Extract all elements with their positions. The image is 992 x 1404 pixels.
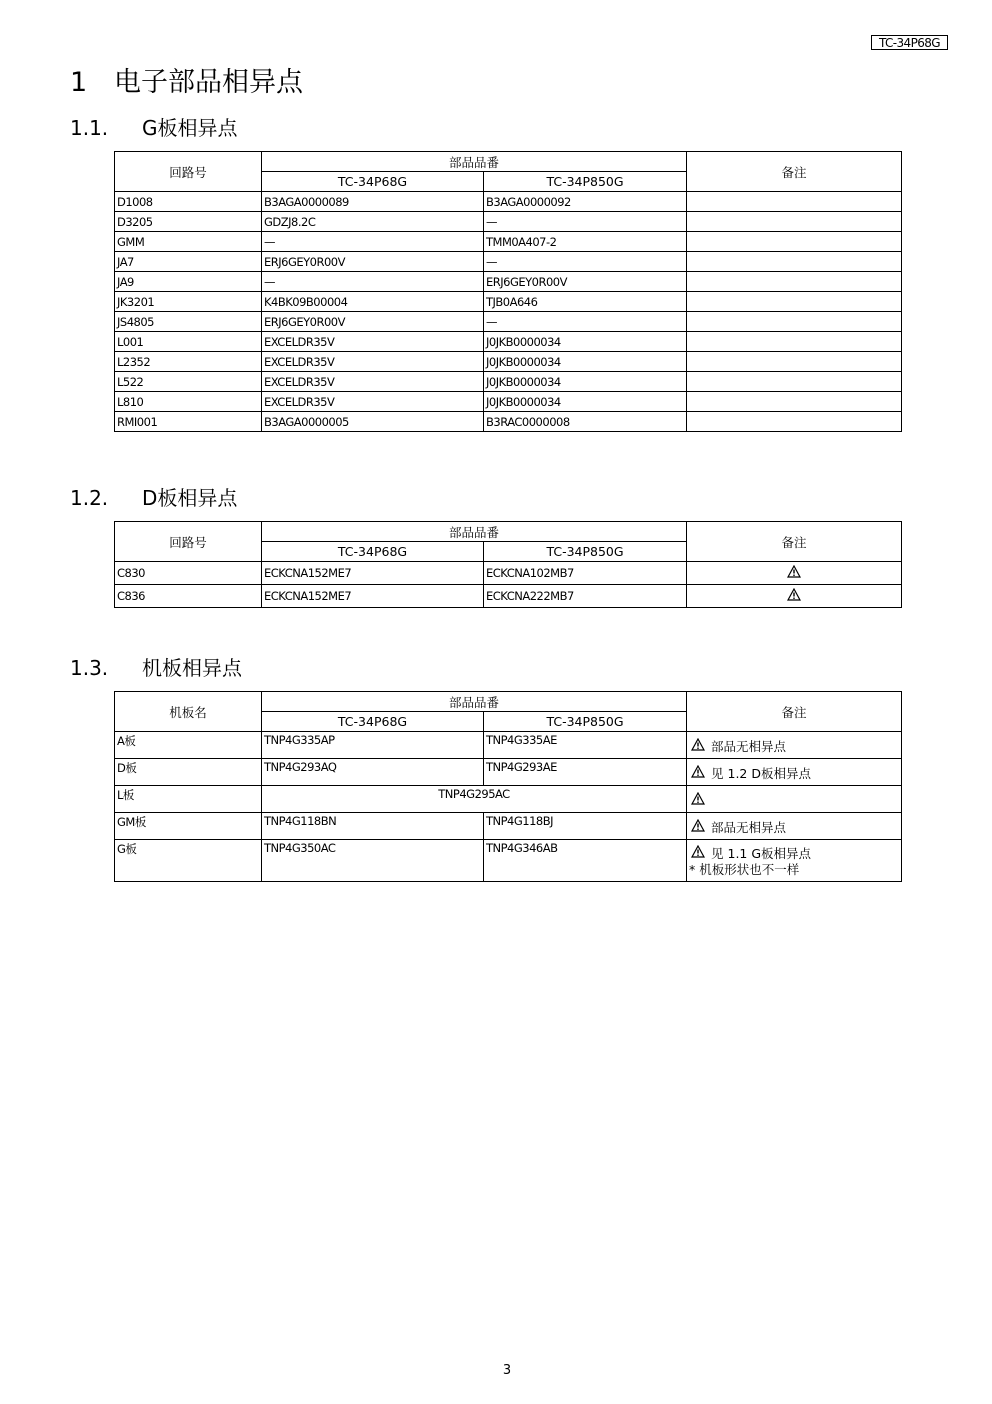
header-part-no: 部品品番: [262, 692, 687, 712]
board-name-cell: D板: [115, 759, 262, 786]
remark-cell: [687, 392, 902, 412]
part-model-a-cell: ERJ6GEY0R00V: [262, 312, 484, 332]
part-model-b-cell: ERJ6GEY0R00V: [484, 272, 687, 292]
header-model-b: TC-34P850G: [484, 712, 687, 732]
table-row: [115, 759, 902, 786]
table-row: [115, 732, 902, 759]
remark-subtext: * 机板形状也不一样: [689, 862, 800, 877]
header-model-a: TC-34P68G: [262, 712, 484, 732]
warning-triangle-icon: [787, 565, 801, 581]
section-number: 1.2.: [70, 486, 109, 510]
section-number: 1.3.: [70, 656, 109, 680]
header-remark: 备注: [687, 522, 902, 562]
circuit-ref-cell: C830: [115, 562, 262, 585]
circuit-ref-cell: D3205: [115, 212, 262, 232]
part-model-b-cell: TMM0A407-2: [484, 232, 687, 252]
section-number: 1.1.: [70, 116, 109, 140]
section-heading-boards: [70, 654, 242, 682]
remark-cell: [687, 562, 902, 585]
circuit-ref-cell: L001: [115, 332, 262, 352]
circuit-ref-cell: L810: [115, 392, 262, 412]
part-model-a-cell: EXCELDR35V: [262, 352, 484, 372]
part-model-a-cell: K4BK09B00004: [262, 292, 484, 312]
part-model-a-cell: ECKCNA152ME7: [262, 585, 484, 608]
header-circuit: 回路号: [115, 522, 262, 562]
model-number-box: TC-34P68G: [871, 35, 948, 50]
part-model-b-cell: —: [484, 212, 687, 232]
table-row: [115, 332, 902, 352]
circuit-ref-cell: C836: [115, 585, 262, 608]
remark-cell: [687, 292, 902, 312]
remark-cell: [687, 332, 902, 352]
part-model-b-cell: ECKCNA102MB7: [484, 562, 687, 585]
part-model-a-cell: TNP4G335AP: [262, 732, 484, 759]
header-part-no: 部品品番: [262, 522, 687, 542]
table-row: [115, 272, 902, 292]
remark-cell: [687, 585, 902, 608]
remark-cell: [687, 272, 902, 292]
part-model-b-cell: ECKCNA222MB7: [484, 585, 687, 608]
warning-triangle-icon: [691, 765, 705, 781]
circuit-ref-cell: L522: [115, 372, 262, 392]
circuit-ref-cell: JK3201: [115, 292, 262, 312]
table-row: [115, 813, 902, 840]
part-model-a-cell: TNP4G350AC: [262, 840, 484, 882]
board-name-cell: GM板: [115, 813, 262, 840]
part-model-b-cell: TNP4G346AB: [484, 840, 687, 882]
board-name-cell: L板: [115, 786, 262, 813]
section-title: D板相异点: [142, 486, 238, 510]
board-comparison-table: [114, 691, 902, 882]
remark-cell: [687, 192, 902, 212]
circuit-ref-cell: JA9: [115, 272, 262, 292]
table-row: [115, 292, 902, 312]
header-model-a: TC-34P68G: [262, 172, 484, 192]
table-row: [115, 372, 902, 392]
table-row: [115, 252, 902, 272]
part-model-b-cell: —: [484, 252, 687, 272]
header-model-b: TC-34P850G: [484, 542, 687, 562]
part-model-a-cell: —: [262, 272, 484, 292]
header-board-name: 机板名: [115, 692, 262, 732]
section-title: 机板相异点: [142, 656, 242, 680]
remark-cell: [687, 786, 902, 813]
part-model-b-cell: J0JKB0000034: [484, 352, 687, 372]
header-model-a: TC-34P68G: [262, 542, 484, 562]
remark-text: 见 1.2 D板相异点: [711, 765, 811, 781]
part-model-a-cell: ECKCNA152ME7: [262, 562, 484, 585]
part-shared-cell: TNP4G295AC: [262, 786, 687, 813]
part-model-b-cell: TJB0A646: [484, 292, 687, 312]
title-number: 1: [70, 67, 88, 98]
remark-cell: [687, 813, 902, 840]
part-model-a-cell: —: [262, 232, 484, 252]
circuit-ref-cell: RMI001: [115, 412, 262, 432]
header-circuit: 回路号: [115, 152, 262, 192]
section-heading-g-board: [70, 114, 238, 142]
board-name-cell: A板: [115, 732, 262, 759]
warning-triangle-icon: [691, 738, 705, 754]
part-model-a-cell: TNP4G293AQ: [262, 759, 484, 786]
table-row: [115, 412, 902, 432]
circuit-ref-cell: JA7: [115, 252, 262, 272]
part-model-b-cell: TNP4G335AE: [484, 732, 687, 759]
part-model-b-cell: TNP4G293AE: [484, 759, 687, 786]
g-board-parts-table: [114, 151, 902, 432]
remark-text: 见 1.1 G板相异点: [711, 846, 812, 861]
remark-cell: [687, 212, 902, 232]
warning-triangle-icon: [787, 588, 801, 604]
table-row: [115, 232, 902, 252]
remark-text: 部品无相异点: [711, 819, 787, 835]
part-model-a-cell: TNP4G118BN: [262, 813, 484, 840]
circuit-ref-cell: D1008: [115, 192, 262, 212]
part-model-b-cell: J0JKB0000034: [484, 392, 687, 412]
part-model-b-cell: J0JKB0000034: [484, 332, 687, 352]
part-model-a-cell: B3AGA0000089: [262, 192, 484, 212]
section-title: G板相异点: [142, 116, 238, 140]
part-model-a-cell: GDZJ8.2C: [262, 212, 484, 232]
header-model-b: TC-34P850G: [484, 172, 687, 192]
part-model-a-cell: ERJ6GEY0R00V: [262, 252, 484, 272]
remark-cell: [687, 232, 902, 252]
remark-cell: [687, 352, 902, 372]
part-model-b-cell: TNP4G118BJ: [484, 813, 687, 840]
table-row: [115, 840, 902, 882]
section-heading-d-board: [70, 484, 237, 512]
warning-triangle-icon: [691, 792, 705, 808]
header-remark: 备注: [687, 152, 902, 192]
circuit-ref-cell: L2352: [115, 352, 262, 372]
remark-text: 部品无相异点: [711, 738, 787, 754]
part-model-b-cell: J0JKB0000034: [484, 372, 687, 392]
remark-cell: [687, 312, 902, 332]
circuit-ref-cell: JS4805: [115, 312, 262, 332]
part-model-a-cell: B3AGA0000005: [262, 412, 484, 432]
remark-cell: [687, 840, 902, 882]
title-text: 电子部品相异点: [114, 67, 303, 98]
remark-cell: [687, 759, 902, 786]
header-remark: 备注: [687, 692, 902, 732]
part-model-a-cell: EXCELDR35V: [262, 372, 484, 392]
part-model-a-cell: EXCELDR35V: [262, 332, 484, 352]
part-model-b-cell: B3RAC0000008: [484, 412, 687, 432]
d-board-parts-table: [114, 521, 902, 608]
page-number: 3: [502, 1363, 512, 1378]
table-row: [115, 192, 902, 212]
page-title: [70, 64, 303, 102]
table-row: [115, 786, 902, 813]
warning-triangle-icon: [691, 819, 705, 835]
remark-cell: [687, 732, 902, 759]
table-row: [115, 585, 902, 608]
header-part-no: 部品品番: [262, 152, 687, 172]
board-name-cell: G板: [115, 840, 262, 882]
part-model-a-cell: EXCELDR35V: [262, 392, 484, 412]
warning-triangle-icon: [691, 845, 705, 861]
part-model-b-cell: B3AGA0000092: [484, 192, 687, 212]
part-model-b-cell: —: [484, 312, 687, 332]
table-row: [115, 212, 902, 232]
table-row: [115, 392, 902, 412]
remark-cell: [687, 252, 902, 272]
table-row: [115, 312, 902, 332]
table-row: [115, 562, 902, 585]
remark-cell: [687, 412, 902, 432]
circuit-ref-cell: GMM: [115, 232, 262, 252]
remark-cell: [687, 372, 902, 392]
table-row: [115, 352, 902, 372]
